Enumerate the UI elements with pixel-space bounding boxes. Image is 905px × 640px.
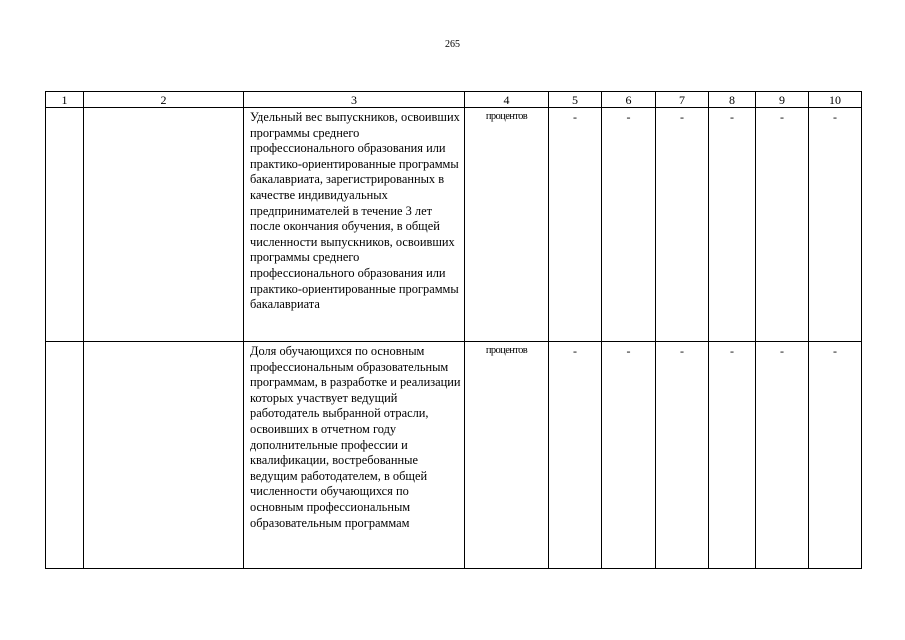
value-cell: - — [709, 108, 756, 342]
column-header: 3 — [244, 92, 465, 108]
column-header: 2 — [84, 92, 244, 108]
value-cell: - — [656, 342, 709, 569]
value-cell: - — [756, 342, 809, 569]
cell-number — [46, 342, 84, 569]
indicator-description: Доля обучающихся по основным профессиональным образовательным программам, в разработке и реализации которых участвует ведущий работодатель выбранной отрасли, освоивших в отчетном году дополнительные профессии и квалификации, востребованные ведущим работодателем, в общей численности обучающихся по основным профессиональным образовательным программам — [244, 342, 465, 569]
column-header: 7 — [656, 92, 709, 108]
column-header: 10 — [809, 92, 862, 108]
table-row — [46, 342, 862, 569]
value-cell: - — [709, 342, 756, 569]
cell-name — [84, 108, 244, 342]
value-cell: - — [756, 108, 809, 342]
column-header: 1 — [46, 92, 84, 108]
value-cell: - — [809, 108, 862, 342]
page-number: 265 — [445, 39, 460, 50]
unit-cell: процентов — [465, 108, 549, 342]
column-header: 8 — [709, 92, 756, 108]
cell-number — [46, 108, 84, 342]
indicators-table — [45, 91, 862, 569]
value-cell: - — [656, 108, 709, 342]
value-cell: - — [602, 108, 656, 342]
unit-cell: процентов — [465, 342, 549, 569]
cell-name — [84, 342, 244, 569]
table-header — [46, 92, 862, 108]
indicator-description: Удельный вес выпускников, освоивших программы среднего профессионального образования или практико-ориентированные программы бакалавриата, зарегистрированных в качестве индивидуальных предпринимателей в течение 3 лет после окончания обучения, в общей численности выпускников, освоивших программы среднего профессионального образования или практико-ориентированные программы бакалавриата — [244, 108, 465, 342]
column-header: 6 — [602, 92, 656, 108]
value-cell: - — [602, 342, 656, 569]
column-header: 5 — [549, 92, 602, 108]
table-row — [46, 108, 862, 342]
column-header: 9 — [756, 92, 809, 108]
column-header: 4 — [465, 92, 549, 108]
header-row — [46, 92, 862, 108]
value-cell: - — [549, 108, 602, 342]
value-cell: - — [549, 342, 602, 569]
value-cell: - — [809, 342, 862, 569]
